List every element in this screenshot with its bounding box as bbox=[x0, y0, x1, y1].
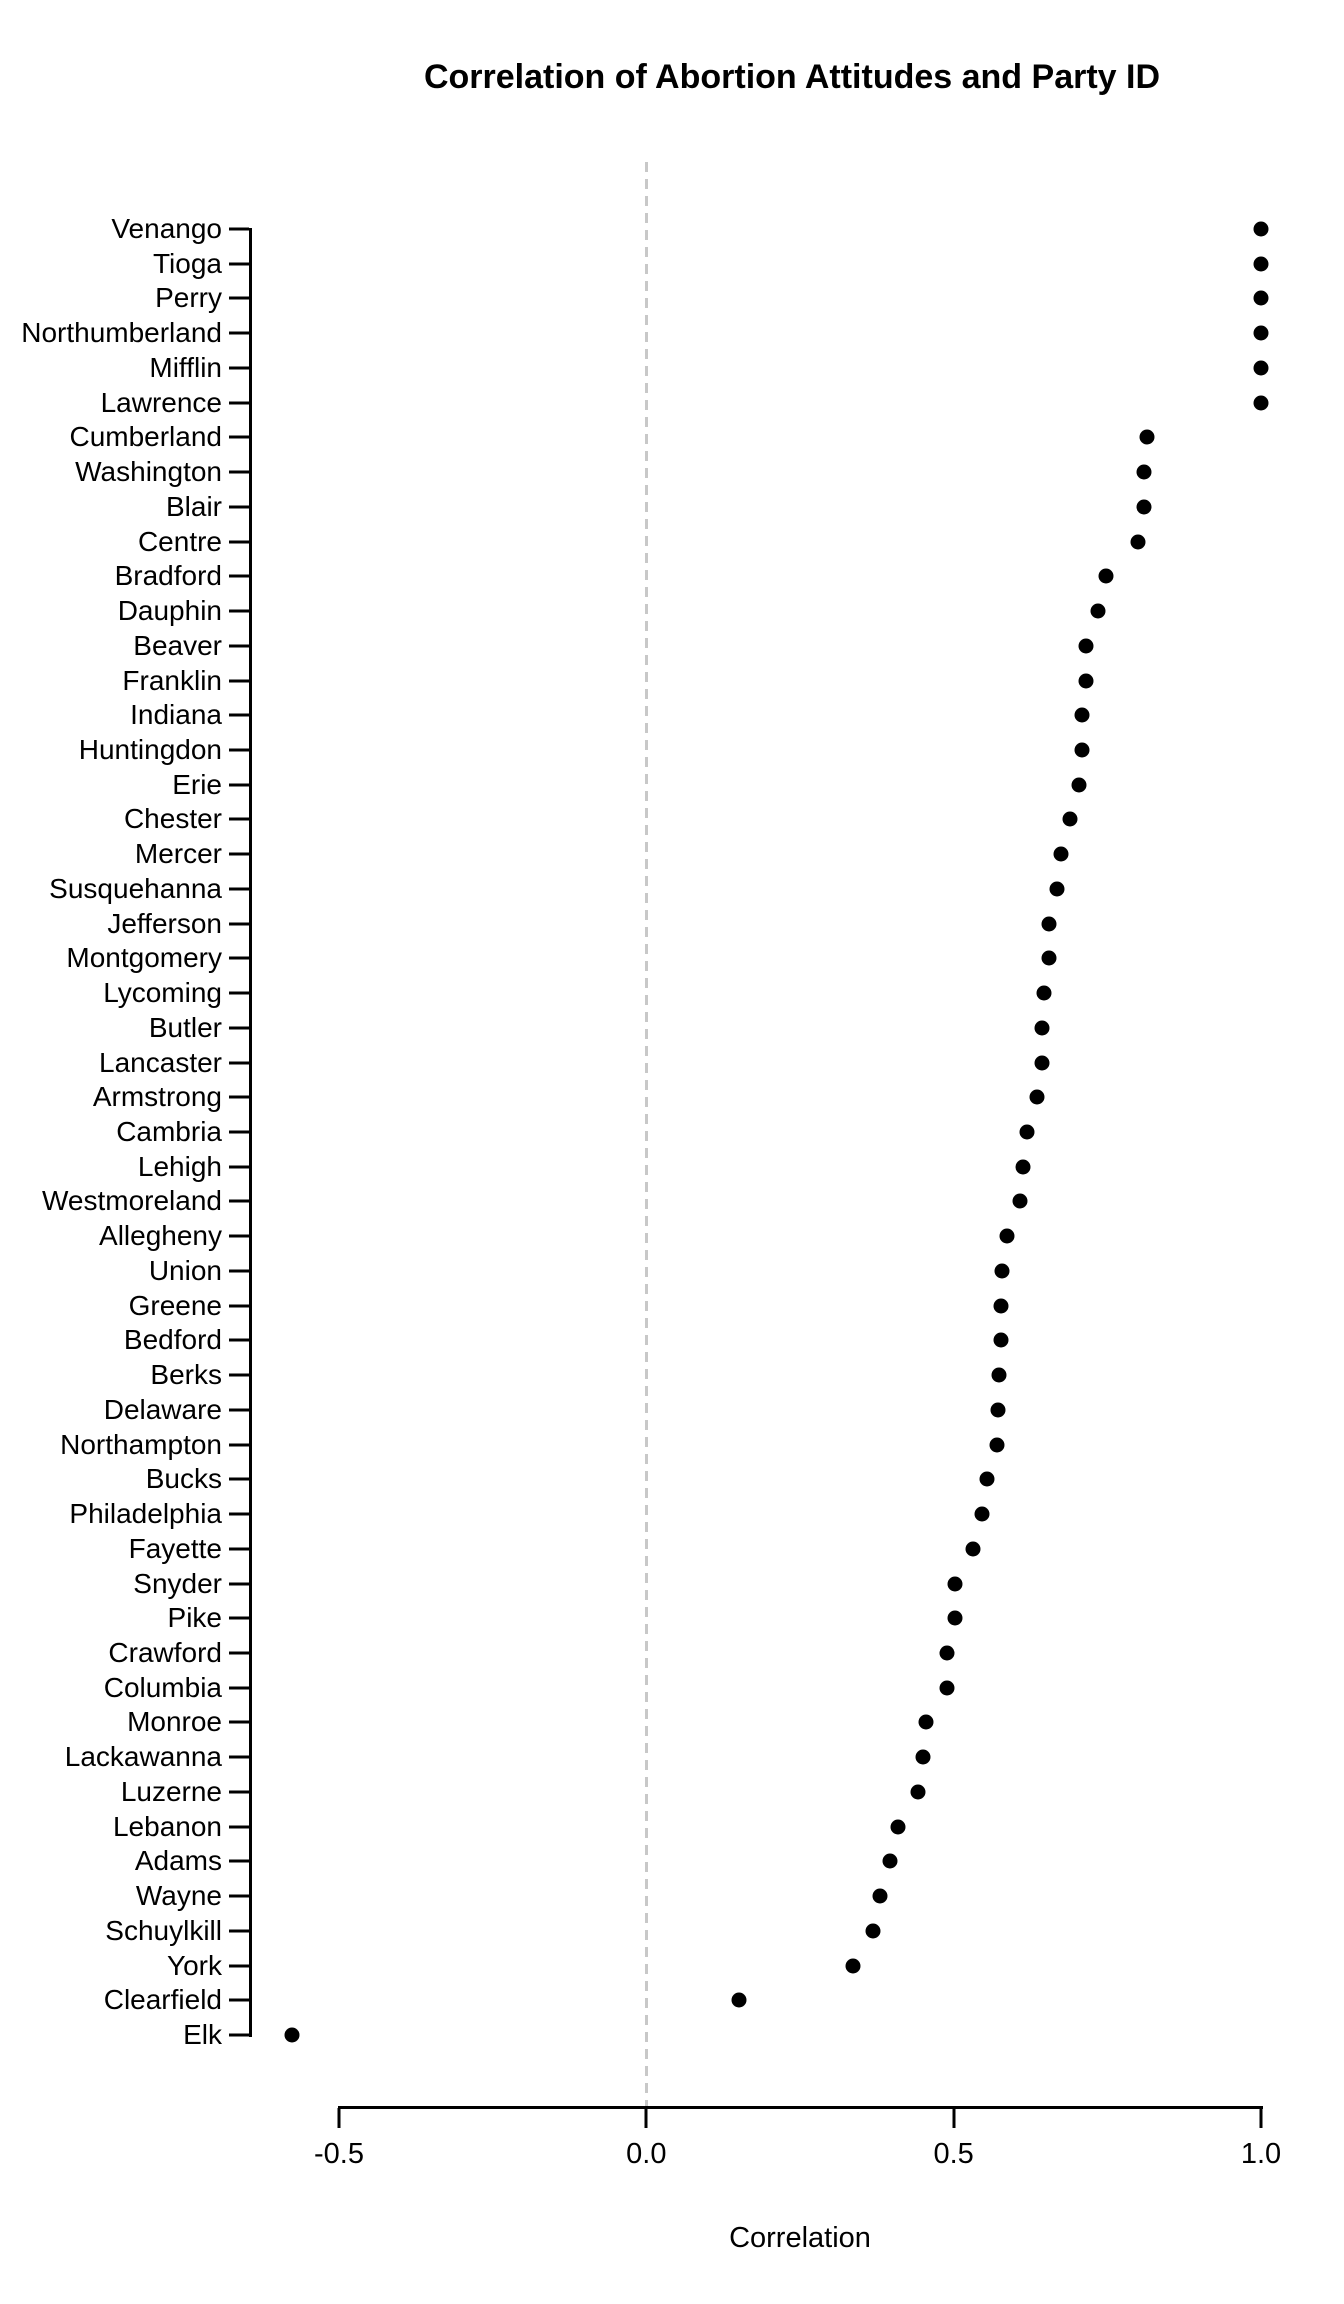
x-tick bbox=[645, 2108, 648, 2128]
y-tick bbox=[229, 1929, 249, 1932]
y-tick-label: Perry bbox=[155, 282, 222, 314]
y-tick bbox=[229, 1061, 249, 1064]
data-point bbox=[974, 1507, 989, 1522]
y-tick bbox=[229, 1617, 249, 1620]
data-point bbox=[1091, 604, 1106, 619]
data-point bbox=[1131, 534, 1146, 549]
y-tick bbox=[229, 1895, 249, 1898]
y-tick bbox=[229, 1651, 249, 1654]
y-tick bbox=[229, 1026, 249, 1029]
data-point bbox=[1072, 777, 1087, 792]
data-point bbox=[992, 1368, 1007, 1383]
data-point bbox=[965, 1541, 980, 1556]
y-tick-label: Luzerne bbox=[120, 1775, 222, 1807]
y-tick-label: Cumberland bbox=[69, 421, 222, 453]
y-tick-label: Indiana bbox=[130, 699, 222, 731]
y-tick-label: Adams bbox=[134, 1845, 222, 1877]
y-tick-label: Tioga bbox=[152, 247, 222, 279]
y-tick bbox=[229, 1235, 249, 1238]
y-tick-label: Lackawanna bbox=[64, 1741, 222, 1773]
y-tick bbox=[229, 748, 249, 751]
y-tick bbox=[229, 471, 249, 474]
y-tick-label: Schuylkill bbox=[105, 1914, 222, 1946]
x-tick bbox=[338, 2108, 341, 2128]
y-tick-label: Lawrence bbox=[100, 386, 222, 418]
y-tick-label: Clearfield bbox=[103, 1984, 222, 2016]
data-point bbox=[1019, 1125, 1034, 1140]
y-tick-label: Lebanon bbox=[112, 1810, 222, 1842]
y-tick-label: Lycoming bbox=[103, 977, 222, 1009]
y-tick-label: Huntingdon bbox=[78, 733, 222, 765]
data-point bbox=[890, 1819, 905, 1834]
y-tick-label: Union bbox=[148, 1254, 222, 1286]
y-tick bbox=[229, 262, 249, 265]
y-tick-label: Cambria bbox=[116, 1116, 222, 1147]
y-tick bbox=[229, 1756, 249, 1759]
data-point bbox=[1254, 395, 1269, 410]
data-point bbox=[1140, 430, 1155, 445]
y-tick-label: Montgomery bbox=[66, 942, 222, 974]
data-point bbox=[866, 1923, 881, 1938]
data-point bbox=[1037, 986, 1052, 1001]
y-tick bbox=[229, 1200, 249, 1203]
data-point bbox=[919, 1715, 934, 1730]
y-tick bbox=[229, 1304, 249, 1307]
data-point bbox=[1049, 881, 1064, 896]
data-point bbox=[1041, 916, 1056, 931]
y-tick bbox=[229, 610, 249, 613]
y-tick-label: Venango bbox=[111, 213, 222, 244]
y-tick-label: Westmoreland bbox=[41, 1185, 222, 1217]
y-tick-label: York bbox=[166, 1949, 222, 1981]
y-tick bbox=[229, 1964, 249, 1967]
y-tick-label: Lancaster bbox=[99, 1046, 222, 1078]
y-tick-label: Armstrong bbox=[92, 1081, 222, 1113]
data-point bbox=[989, 1437, 1004, 1452]
y-tick bbox=[229, 1339, 249, 1342]
y-tick bbox=[229, 1513, 249, 1516]
data-point bbox=[1254, 222, 1269, 237]
y-tick bbox=[229, 366, 249, 369]
data-point bbox=[1035, 1020, 1050, 1035]
data-point bbox=[915, 1750, 930, 1765]
y-tick bbox=[229, 714, 249, 717]
data-point bbox=[939, 1680, 954, 1695]
y-tick-label: Monroe bbox=[127, 1706, 222, 1738]
y-tick bbox=[229, 957, 249, 960]
data-point bbox=[947, 1611, 962, 1626]
y-tick bbox=[229, 1374, 249, 1377]
data-point bbox=[993, 1333, 1008, 1348]
y-tick bbox=[229, 575, 249, 578]
y-tick-label: Bedford bbox=[123, 1324, 222, 1356]
y-tick bbox=[229, 1825, 249, 1828]
x-tick bbox=[1260, 2108, 1263, 2128]
data-point bbox=[993, 1298, 1008, 1313]
y-tick-label: Delaware bbox=[103, 1393, 222, 1425]
data-point bbox=[1075, 708, 1090, 723]
data-point bbox=[947, 1576, 962, 1591]
y-tick bbox=[229, 1686, 249, 1689]
data-point bbox=[1254, 256, 1269, 271]
y-tick-label: Elk bbox=[183, 2019, 222, 2050]
data-point bbox=[1254, 291, 1269, 306]
y-tick-label: Mercer bbox=[134, 838, 222, 870]
data-point bbox=[1254, 360, 1269, 375]
y-tick bbox=[229, 1408, 249, 1411]
y-tick-label: Greene bbox=[128, 1289, 222, 1321]
y-tick bbox=[229, 1131, 249, 1134]
data-point bbox=[1062, 812, 1077, 827]
y-tick-label: Beaver bbox=[133, 629, 222, 661]
x-axis-line bbox=[338, 2106, 1263, 2109]
zero-reference-line bbox=[645, 162, 648, 2107]
y-tick-label: Franklin bbox=[122, 664, 222, 696]
data-point bbox=[1137, 499, 1152, 514]
y-tick-label: Wayne bbox=[135, 1880, 222, 1912]
y-tick bbox=[229, 228, 249, 231]
data-point bbox=[990, 1402, 1005, 1417]
x-tick bbox=[952, 2108, 955, 2128]
data-point bbox=[1078, 638, 1093, 653]
data-point bbox=[285, 2028, 300, 2043]
y-tick bbox=[229, 853, 249, 856]
data-point bbox=[1035, 1055, 1050, 1070]
y-tick bbox=[229, 783, 249, 786]
y-tick bbox=[229, 297, 249, 300]
y-tick-label: Centre bbox=[137, 525, 222, 557]
y-tick bbox=[229, 1721, 249, 1724]
y-axis-line bbox=[249, 228, 252, 2037]
y-tick-label: Chester bbox=[123, 803, 222, 835]
y-tick bbox=[229, 679, 249, 682]
y-tick bbox=[229, 2034, 249, 2037]
data-point bbox=[1075, 742, 1090, 757]
data-point bbox=[1137, 465, 1152, 480]
data-point bbox=[939, 1645, 954, 1660]
x-tick-label: 0.0 bbox=[626, 2138, 667, 2170]
y-tick-label: Washington bbox=[75, 456, 222, 488]
y-tick bbox=[229, 436, 249, 439]
y-tick bbox=[229, 992, 249, 995]
x-tick-label: 0.5 bbox=[933, 2138, 974, 2170]
y-tick-label: Columbia bbox=[103, 1671, 222, 1703]
y-tick bbox=[229, 644, 249, 647]
x-tick-label: 1.0 bbox=[1240, 2138, 1282, 2170]
y-tick-label: Butler bbox=[148, 1011, 222, 1043]
y-tick-label: Mifflin bbox=[149, 351, 222, 383]
y-tick bbox=[229, 1582, 249, 1585]
y-tick bbox=[229, 1860, 249, 1863]
y-tick bbox=[229, 401, 249, 404]
y-tick bbox=[229, 540, 249, 543]
y-tick bbox=[229, 1269, 249, 1272]
data-point bbox=[1078, 673, 1093, 688]
y-tick-label: Pike bbox=[167, 1602, 222, 1634]
y-tick-label: Bucks bbox=[145, 1463, 222, 1495]
y-tick bbox=[229, 332, 249, 335]
y-tick-label: Dauphin bbox=[117, 595, 222, 627]
y-tick-label: Erie bbox=[172, 768, 222, 800]
y-tick bbox=[229, 1165, 249, 1168]
y-tick bbox=[229, 887, 249, 890]
data-point bbox=[1029, 1090, 1044, 1105]
y-tick-label: Fayette bbox=[128, 1532, 222, 1564]
y-tick-label: Bradford bbox=[114, 560, 222, 592]
data-point bbox=[1000, 1229, 1015, 1244]
y-tick-label: Allegheny bbox=[99, 1220, 222, 1252]
chart-title: Correlation of Abortion Attitudes and Party ID bbox=[423, 58, 1161, 96]
data-point bbox=[1016, 1159, 1031, 1174]
y-tick bbox=[229, 818, 249, 821]
x-axis-label: Correlation bbox=[729, 2222, 871, 2254]
data-point bbox=[845, 1958, 860, 1973]
y-tick-label: Crawford bbox=[108, 1636, 222, 1668]
y-tick-label: Jefferson bbox=[107, 907, 222, 939]
y-tick-label: Blair bbox=[165, 490, 222, 522]
y-tick-label: Northampton bbox=[60, 1428, 222, 1460]
data-point bbox=[1041, 951, 1056, 966]
y-tick-label: Berks bbox=[150, 1359, 222, 1391]
y-tick bbox=[229, 1443, 249, 1446]
data-point bbox=[979, 1472, 994, 1487]
data-point bbox=[1099, 569, 1114, 584]
data-point bbox=[1013, 1194, 1028, 1209]
data-point bbox=[872, 1889, 887, 1904]
y-tick-label: Lehigh bbox=[137, 1150, 222, 1182]
y-tick-label: Snyder bbox=[133, 1567, 222, 1599]
y-tick bbox=[229, 922, 249, 925]
y-tick bbox=[229, 1547, 249, 1550]
y-tick bbox=[229, 1790, 249, 1793]
data-point bbox=[732, 1993, 747, 2008]
y-tick bbox=[229, 505, 249, 508]
y-tick-label: Susquehanna bbox=[49, 872, 222, 904]
data-point bbox=[1254, 326, 1269, 341]
y-tick bbox=[229, 1096, 249, 1099]
y-tick bbox=[229, 1999, 249, 2002]
data-point bbox=[911, 1784, 926, 1799]
data-point bbox=[882, 1854, 897, 1869]
data-point bbox=[995, 1263, 1010, 1278]
data-point bbox=[1054, 847, 1069, 862]
x-tick-label: -0.5 bbox=[314, 2138, 364, 2170]
y-tick-label: Northumberland bbox=[21, 317, 222, 349]
y-tick bbox=[229, 1478, 249, 1481]
y-tick-label: Philadelphia bbox=[69, 1498, 222, 1530]
